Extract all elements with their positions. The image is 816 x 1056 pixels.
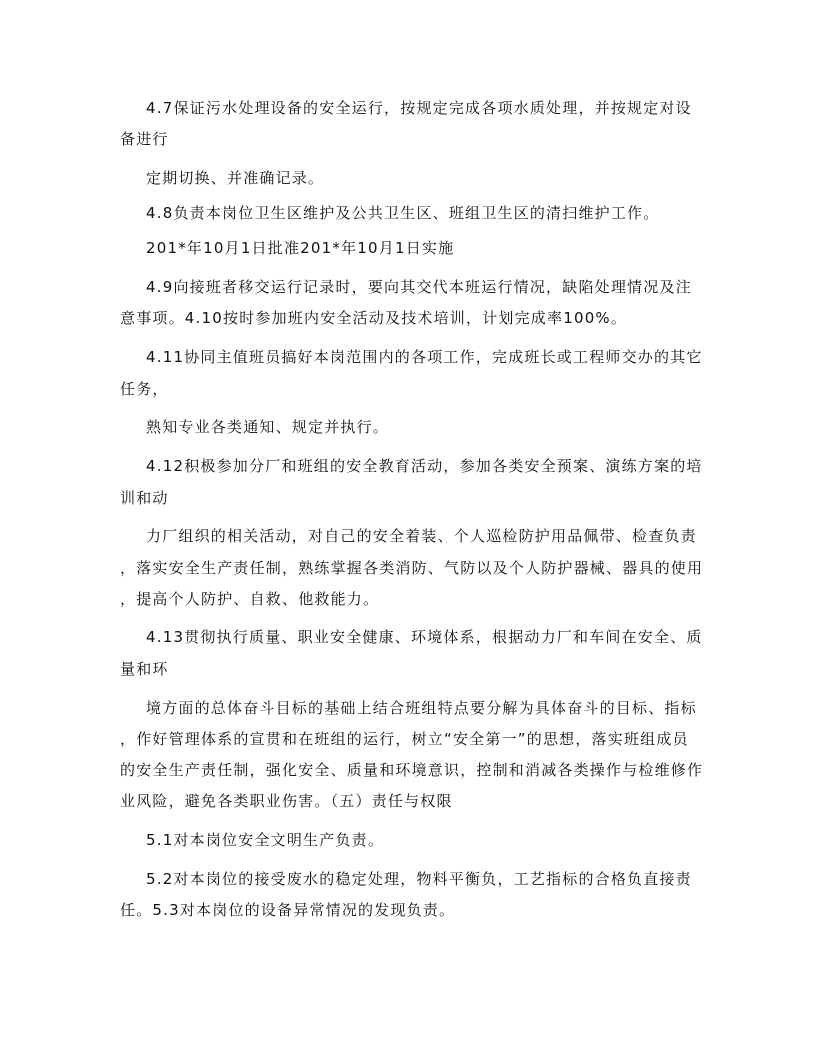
paragraph-4-13-line-6: 业风险，避免各类职业伤害。（五）责任与权限 (120, 792, 453, 810)
paragraph-4-13-line-2: 量和环 (120, 660, 169, 678)
paragraph-4-7-line-2: 备进行 (120, 130, 169, 148)
paragraph-4-11-line-1: 4.11协同主值班员搞好本岗范围内的各项工作，完成班长或工程师交办的其它 (146, 348, 703, 366)
paragraph-4-9-line-1: 4.9向接班者移交运行记录时，要向其交代本班运行情况，缺陷处理情况及注 (146, 278, 692, 296)
paragraph-4-7-line-3: 定期切换、并准确记录。 (146, 169, 325, 187)
approval-date-line: 201*年10月1日批准201*年10月1日实施 (146, 239, 455, 257)
paragraph-4-13-line-5: 的安全生产责任制，强化安全、质量和环境意识，控制和消减各类操作与检维修作 (120, 761, 704, 779)
paragraph-4-11-line-3: 熟知专业各类通知、规定并执行。 (146, 418, 390, 436)
paragraph-4-8: 4.8负责本岗位卫生区维护及公共卫生区、班组卫生区的清扫维护工作。 (146, 204, 660, 222)
paragraph-4-12-line-3: 力厂组织的相关活动，对自己的安全着装、个人巡检防护用品佩带、检查负责 (146, 527, 697, 545)
paragraph-4-12-line-2: 训和动 (120, 489, 169, 507)
paragraph-4-12-line-1: 4.12积极参加分厂和班组的安全教育活动，参加各类安全预案、演练方案的培 (146, 457, 703, 475)
paragraph-4-13-line-1: 4.13贯彻执行质量、职业安全健康、环境体系，根据动力厂和车间在安全、质 (146, 628, 703, 646)
paragraph-4-12-line-4: ，落实安全生产责任制，熟练掌握各类消防、气防以及个人防护器械、器具的使用 (120, 559, 704, 577)
paragraph-4-11-line-2: 任务， (120, 380, 169, 398)
paragraph-5-1: 5.1对本岗位安全文明生产负责。 (146, 831, 385, 849)
paragraph-4-13-line-4: ，作好管理体系的宣贯和在班组的运行，树立“安全第一”的思想，落实班组成员 (120, 730, 689, 748)
paragraph-4-7-line-1: 4.7保证污水处理设备的安全运行，按规定完成各项水质处理，并按规定对设 (146, 99, 692, 117)
paragraph-4-9-line-2: 意事项。4.10按时参加班内安全活动及技术培训，计划完成率100%。 (120, 309, 628, 327)
paragraph-5-2-line-2: 任。5.3对本岗位的设备异常情况的发现负责。 (120, 901, 456, 919)
paragraph-4-13-line-3: 境方面的总体奋斗目标的基础上结合班组特点要分解为具体奋斗的目标、指标 (146, 699, 697, 717)
paragraph-4-12-line-5: ，提高个人防护、自救、他救能力。 (120, 590, 380, 608)
paragraph-5-2-line-1: 5.2对本岗位的接受废水的稳定处理，物料平衡负，工艺指标的合格负直接责 (146, 870, 692, 888)
